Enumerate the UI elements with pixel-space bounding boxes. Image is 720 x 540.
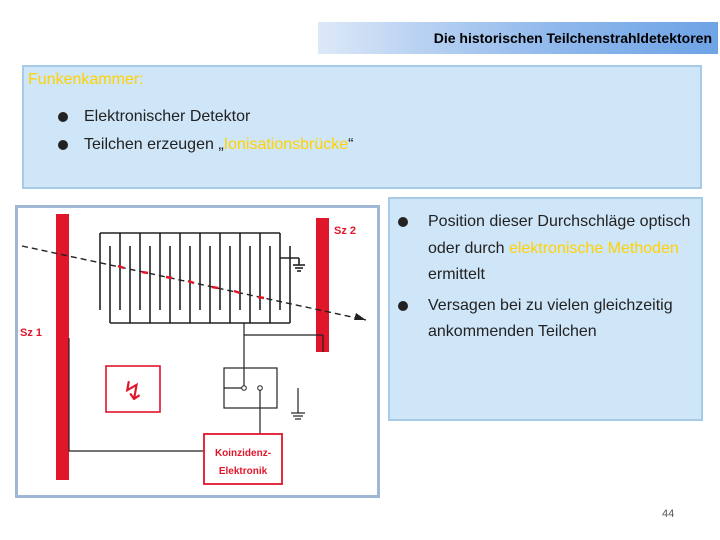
spark-chamber-diagram — [15, 205, 380, 498]
box-heading: Funkenkammer: — [28, 71, 144, 88]
scintillator-sz1 — [56, 214, 69, 480]
bullet-dot-icon — [58, 140, 68, 150]
bullet-highlight: Ionisationsbrücke — [223, 136, 349, 153]
switch-contact-right — [258, 386, 263, 391]
bullet-item — [394, 293, 696, 346]
bullet-item — [54, 103, 353, 131]
bullet-item — [394, 209, 696, 289]
wiring — [69, 323, 323, 451]
bullet-text-prefix: Teilchen erzeugen „ — [84, 136, 224, 153]
diagram-svg — [18, 208, 377, 495]
bullet-text: Elektronischer Detektor — [84, 108, 251, 125]
header-bar — [318, 22, 718, 54]
spark-bolt-icon: ↯ — [122, 377, 144, 407]
spark-chamber-summary-box — [22, 65, 702, 189]
sz1-label: Sz 1 — [20, 327, 43, 339]
sz2-label: Sz 2 — [334, 225, 357, 237]
page-number: 44 — [662, 508, 675, 520]
chamber-plates — [100, 233, 305, 323]
right-bullet-list — [394, 209, 696, 350]
bullet-dot-icon — [398, 217, 408, 227]
scintillator-sz2 — [316, 218, 329, 352]
top-bullet-list — [54, 103, 353, 159]
track-arrow-icon — [354, 313, 366, 320]
switch-contact-left — [242, 386, 247, 391]
bullet-text-suffix: “ — [348, 136, 354, 153]
bullet-text-suffix: ermittelt — [428, 266, 485, 283]
bullet-dot-icon — [58, 112, 68, 122]
electronics-label-line1: Koinzidenz- — [214, 448, 272, 459]
bullet-text-prefix: Position dieser Durchschläge optisch oder durch — [428, 213, 691, 257]
notes-box — [388, 197, 703, 421]
electronics-label-line2: Elektronik — [218, 466, 268, 477]
bullet-item — [54, 131, 353, 159]
bullet-text: Versagen bei zu vielen gleichzeitig ankommenden Teilchen — [428, 296, 673, 340]
bullet-dot-icon — [398, 301, 408, 311]
bullet-highlight: elektronische Methoden — [508, 239, 679, 257]
slide-title: Die historischen Teilchenstrahldetektoren — [433, 30, 712, 46]
